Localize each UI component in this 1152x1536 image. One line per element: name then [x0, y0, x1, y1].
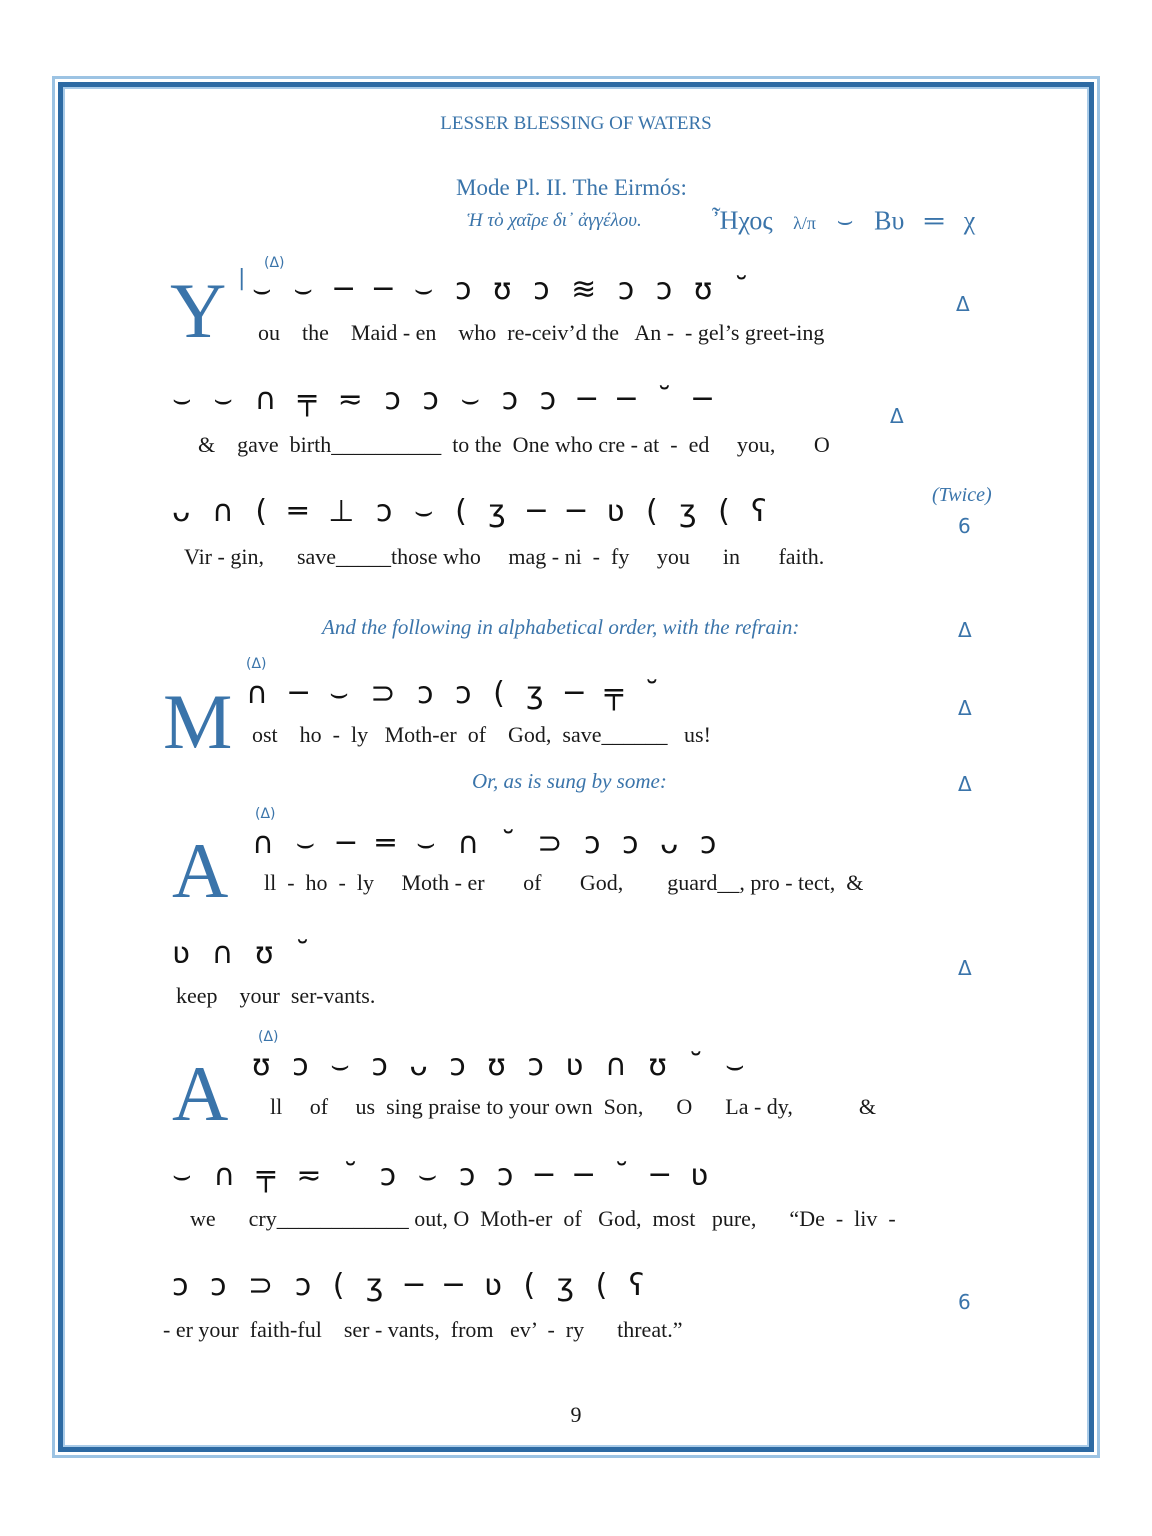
mode-title: Mode Pl. II. The Eirmós: [456, 175, 687, 200]
twice-note: (Twice) [932, 484, 992, 506]
lyric-line: we cry____________ out, O Moth-er of God, most pure, “De - liv - [190, 1206, 896, 1231]
neume-row: ∩ ─ ⌣ ⊃ ͻ ͻ ( ʒ ─ ╤ ˘ [246, 676, 666, 711]
lyric-line: & gave birth__________ to the One who cre - at - ed you, O [198, 432, 830, 457]
echos-sign-bou-icon: Βυ [874, 206, 905, 235]
lyric-line: - er your faith-ful ser - vants, from ev’ - ry threat.” [163, 1317, 683, 1342]
martyria-delta-icon: Δ [890, 404, 904, 428]
ison-mark: (Δ) [258, 1029, 279, 1045]
echos-sign-bar-icon: ═ [924, 206, 944, 235]
neume-row: ʊ ͻ ⌣ ͻ ᴗ ͻ ʊ ͻ ʋ ∩ ʊ ˘ ⌣ [252, 1048, 751, 1083]
martyria-delta-icon: Δ [958, 618, 972, 642]
martyria-pa-icon: 6 [958, 514, 971, 538]
neume-row: ͻ ͻ ⊃ ͻ ( ʒ ─ ─ ʋ ( ʒ ( ʕ [172, 1268, 651, 1303]
neume-row: ⌣ ⌣ ∩ ╤ ≂ ͻ ͻ ⌣ ͻ ͻ ─ ─ ˘ ─ [172, 382, 718, 417]
neume-row: ʋ ∩ ʊ ˘ [172, 936, 317, 971]
martyria-delta-icon: Δ [958, 772, 972, 796]
greek-incipit: Ἡ τὸ χαῖρε δι᾽ ἀγγέλου. [467, 210, 642, 231]
rubric-sung-by-some: Or, as is sung by some: [472, 769, 667, 793]
lyric-line: ll - ho - ly Moth - er of God, guard__, pro - tect, & [264, 870, 864, 895]
neume-row: ⌣ ⌣ ─ ─ ⌣ ͻ ʊ ͻ ≋ ͻ ͻ ʊ ˘ [252, 272, 755, 307]
rubric-alphabetical: And the following in alphabetical order, with the refrain: [322, 615, 800, 639]
drop-cap-a: A [172, 1050, 229, 1137]
echos-sign-lambda-pi-icon: λ/π [793, 213, 816, 233]
running-head: LESSER BLESSING OF WATERS [440, 113, 712, 134]
neume-row: ⌣ ∩ ╤ ≂ ˘ ͻ ⌣ ͻ ͻ ─ ─ ˘ ─ ʋ [172, 1158, 715, 1193]
echos-sign-chi-icon: χ [963, 206, 976, 235]
neume-row: ∩ ⌣ ─ ═ ⌣ ∩ ˘ ⊃ ͻ ͻ ᴗ ͻ [252, 826, 723, 861]
ison-mark: (Δ) [246, 656, 267, 672]
martyria-delta-icon: Δ [956, 292, 970, 316]
ison-mark: (Δ) [255, 806, 276, 822]
drop-cap-y: Y [170, 267, 227, 354]
drop-cap-m: M [163, 678, 233, 765]
lyric-line: Vir - gin, save_____those who mag - ni - fy you in faith. [184, 544, 825, 569]
echos-sign-hook-icon: ⌣ [836, 206, 854, 235]
lyric-line: ost ho - ly Moth-er of God, save______ us! [252, 722, 711, 747]
martyria-pa-icon: 6 [958, 1290, 971, 1314]
ison-mark: (Δ) [264, 255, 285, 271]
lyric-line: keep your ser-vants. [176, 983, 376, 1008]
echos-label: Ἦχος [712, 206, 773, 235]
page-number: 9 [570, 1402, 582, 1427]
martyria-delta-icon: Δ [958, 696, 972, 720]
neume-row: ᴗ ∩ ( ═ ⊥ ͻ ⌣ ( ʒ ─ ─ ʋ ( ʒ ( ʕ [172, 494, 773, 529]
echos-signature [712, 206, 989, 237]
bar-line-icon: | [238, 266, 246, 291]
drop-cap-a: A [172, 827, 229, 914]
martyria-delta-icon: Δ [958, 956, 972, 980]
lyric-line: ou the Maid - en who re-ceiv’d the An - - gel’s greet-ing [258, 320, 825, 345]
lyric-line: ll of us sing praise to your own Son, O La - dy, & [270, 1094, 876, 1119]
